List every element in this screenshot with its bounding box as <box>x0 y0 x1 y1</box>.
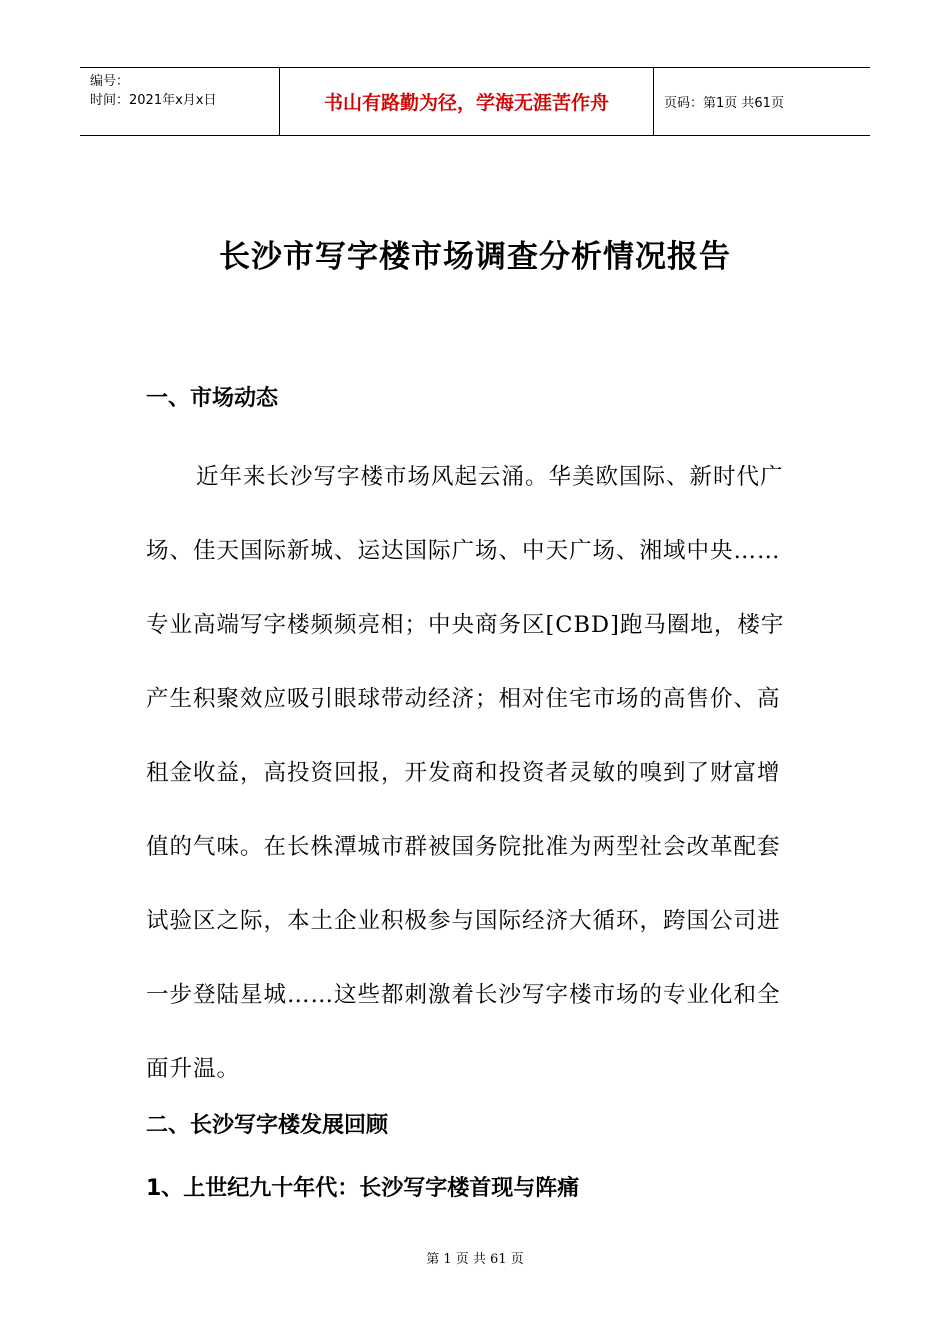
section-1-heading: 一、市场动态 <box>146 386 279 411</box>
page-title: 长沙市写字楼市场调查分析情况报告 <box>219 239 731 275</box>
document-header <box>80 67 870 136</box>
header-motto: 书山有路勤为径，学海无涯苦作舟 <box>280 68 654 135</box>
page-footer: 第 1 页 共 61 页 <box>426 1252 524 1267</box>
section-1-paragraph: 近年来长沙写字楼市场风起云涌。华美欧国际、新时代广场、佳天国际新城、运达国际广场、中天广场、湘域中央……专业高端写字楼频频亮相；中央商务区[CBD]跑马圈地，楼宇产生积聚效应吸引眼球带动经济；相对住宅市场的高售价、高租金收益，高投资回报，开发商和投资者灵敏的嗅到了财富增值的气味。在长株潭城市群被国务院批准为两型社会改革配套试验区之际，本土企业积极参与国际经济大循环，跨国公司进一步登陆星城……这些都刺激着长沙写字楼市场的专业化和全面升温。 <box>146 464 785 1082</box>
header-page-info: 页码：第1页 共61页 <box>664 96 784 111</box>
number-label: 编号： <box>90 74 130 89</box>
header-meta <box>80 68 280 135</box>
section-2-sub1-heading: 1、上世纪九十年代：长沙写字楼首现与阵痛 <box>146 1176 580 1201</box>
section-2-heading: 二、长沙写字楼发展回顾 <box>146 1113 389 1138</box>
time-label: 时间：2021年x月x日 <box>90 93 217 108</box>
